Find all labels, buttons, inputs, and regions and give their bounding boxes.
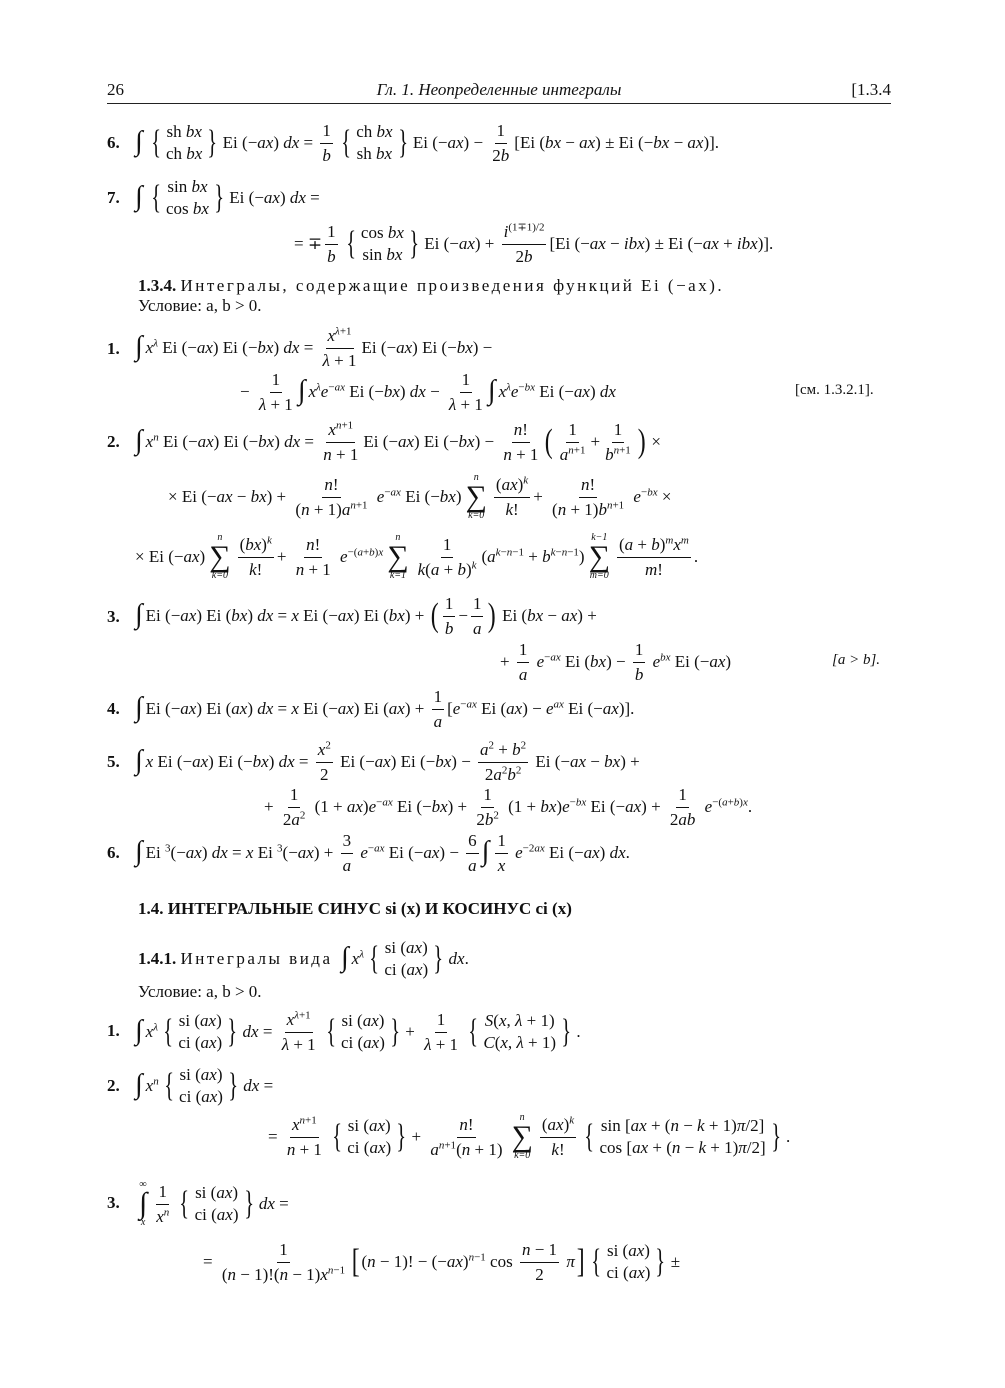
formula-number-1: 1. [107, 339, 120, 358]
subsection-1-3-4-heading [138, 276, 724, 296]
formula-6: ∫ { sh bx ch bx } Ei (−ax) dx = $\frac{1}{b}$ { ch bx sh bx } Ei (−ax) − $\frac{1}{2b}$ [Ei (bx − ax) ± Ei (−bx − ax)]. [135, 120, 720, 165]
section-reference: [1.3.4 [851, 80, 891, 99]
subsection-number: 1.3.4. [138, 276, 177, 295]
formula-3b-line-2: = $\frac{1}{(n - 1)!(n - 1)x^{n-1}}$ [ (n − 1)! − $(-ax)^{n-1}$ cos n − 1 2 π ] { si (ax) ci (ax) } ± [203, 1239, 681, 1284]
formula-3b-line-1: ∞ ∫ x 1 $x^n$ { si (ax) ci (ax) } dx = [139, 1178, 289, 1229]
formula-7-line-1: ∫ { sin bx cos bx } Ei (−ax) dx = [135, 176, 320, 218]
subsection-number: 1.4.1. [138, 949, 177, 968]
running-head [107, 80, 891, 104]
formula-number-5: 5. [107, 752, 120, 771]
subsection-1-4-1-heading: 1.4.1. Интегралы вида ∫ $x^\lambda$ { si (ax) ci (ax) } dx. [138, 937, 469, 979]
formula-number-6: 6. [107, 133, 120, 152]
formula-3-line-2: + $\frac{1}{a}$ $e^{-ax}$ Ei (bx) − $\frac{1}{b}$ $e^{bx}$ Ei (−ax) [500, 639, 732, 684]
formula-number-2: 2. [107, 432, 120, 451]
formula-3-line-1: ∫ Ei (−ax) Ei (bx) dx = x Ei (−ax) Ei (bx) + ( 1 b − $\frac{1}{a}$ ) Ei (bx − ax) + [135, 593, 597, 638]
subsection-title: Интегралы, содержащие произведения функций Ei (−ax). [180, 276, 725, 295]
formula-number-7: 7. [107, 188, 120, 207]
formula-number-3: 3. [107, 607, 120, 626]
formula-1b: ∫ $x^\lambda$ { si (ax) ci (ax) } dx = $\frac{x^{\lambda+1}}{\lambda + 1}$ { si (ax) ci (ax) } + $\frac{1}{\lambda + 1}$ { S(x, λ + 1) C(x, λ + 1) } . [135, 1009, 581, 1054]
formula-4: ∫ Ei (−ax) Ei (ax) dx = x Ei (−ax) Ei (ax) + $\frac{1}{a}$ [$e^{-ax}$ Ei $(ax) - e^{ax}$ Ei (−ax)]. [135, 686, 635, 731]
page-number: 26 [107, 80, 124, 99]
formula-2-line-1: ∫ $x^n$ Ei (−ax) Ei (−bx) dx = $\frac{x^{n+1}}{n + 1}$ Ei (−ax) Ei (−bx) − $\frac{n!}{n + 1}$ ( 1 $a^{n+1}$ + $\frac{1}{b^{n+1}}$ ) × [135, 419, 661, 464]
formula-number-4: 4. [107, 699, 120, 718]
formula-5-line-2: + $\frac{1}{2a^2}$ $(1 + ax)e^{-ax}$ Ei (−bx) + $\frac{1}{2b^2}$ $(1 + bx)e^{-bx}$ Ei (−ax) + $\frac{1}{2ab}$ $e^{-(a+b)x}$. [264, 784, 753, 829]
formula-3-condition: [a > b]. [832, 652, 881, 668]
header-rule [107, 103, 891, 104]
formula-number-6b: 6. [107, 843, 120, 862]
formula-number-1b: 1. [107, 1021, 120, 1040]
subsection-title: Интегралы вида [180, 949, 333, 968]
formula-2b-line-2: = $\frac{x^{n+1}}{n + 1}$ { si (ax) ci (ax) } + $\frac{n!}{a^{n+1}(n + 1)}$ n ∑ k=0 (ax)$^k$ k! { sin [ax + (n − k + 1)π/2] cos [ax + (n − k + 1)π/2] } . [268, 1111, 791, 1162]
cross-reference: [см. 1.3.2.1]. [795, 382, 874, 398]
formula-7-line-2: = ∓ 1 b { cos bx sin bx } Ei (−ax) + $\frac{i^{(1\mp 1)/2}}{2b}$ [Ei (−ax − ibx) ± Ei (−ax + ibx)]. [294, 221, 774, 266]
formula-number-2b: 2. [107, 1076, 120, 1095]
formula-6b: ∫ Ei $^3$(−ax) dx = x Ei $^3$(−ax) + $\frac{3}{a}$ $e^{-ax}$ Ei (−ax) − $\frac{6}{a}$ ∫ 1 x $e^{-2ax}$ Ei (−ax) dx. [135, 830, 630, 875]
formula-1-line-1: ∫ $x^\lambda$ Ei (−ax) Ei (−bx) dx = $\frac{x^{\lambda+1}}{\lambda + 1}$ Ei (−ax) Ei (−bx) − [135, 325, 493, 370]
running-title: Гл. 1. Неопределенные интегралы [376, 80, 622, 99]
subsection-1-4-1-condition: Условие: a, b > 0. [138, 982, 262, 1001]
section-1-4-heading: 1.4. ИНТЕГРАЛЬНЫЕ СИНУС si (x) И КОСИНУС ci (x) [138, 899, 572, 918]
subsection-1-3-4-condition: Условие: a, b > 0. [138, 296, 262, 315]
formula-1-line-2: − $\frac{1}{\lambda + 1}$ ∫ $x^\lambda e^{-ax}$ Ei (−bx) dx − $\frac{1}{\lambda + 1}$ ∫ $x^\lambda e^{-bx}$ Ei (−ax) dx [240, 369, 616, 414]
formula-number-3b: 3. [107, 1193, 120, 1212]
formula-5-line-1: ∫ x Ei (−ax) Ei (−bx) dx = $\frac{x^2}{2}$ Ei (−ax) Ei (−bx) − $\frac{a^2 + b^2}{2a^2b^2}$ Ei (−ax − bx) + [135, 739, 640, 784]
formula-2-line-2: × Ei (−ax − bx) + $\frac{n!}{(n + 1)a^{n+1}}$ $e^{-ax}$ Ei (−bx) n ∑ k=0 (ax)$^k$ k! + $\frac{n!}{(n + 1)b^{n+1}}$ $e^{-bx}$ × [168, 471, 672, 522]
formula-2b-line-1: ∫ $x^n$ { si (ax) ci (ax) } dx = [135, 1064, 274, 1106]
formula-2-line-3: × Ei (−ax) n ∑ k=0 (bx)$^k$ k! + $\frac{n!}{n + 1}$ $e^{-(a+b)x}$ n ∑ k=1 1 $k(a + b)^k$ $(a^{k-n-1} + b^{k-n-1})$ k−1 ∑ m=0 $(a + b)^mx^m$ m! . [135, 531, 699, 582]
